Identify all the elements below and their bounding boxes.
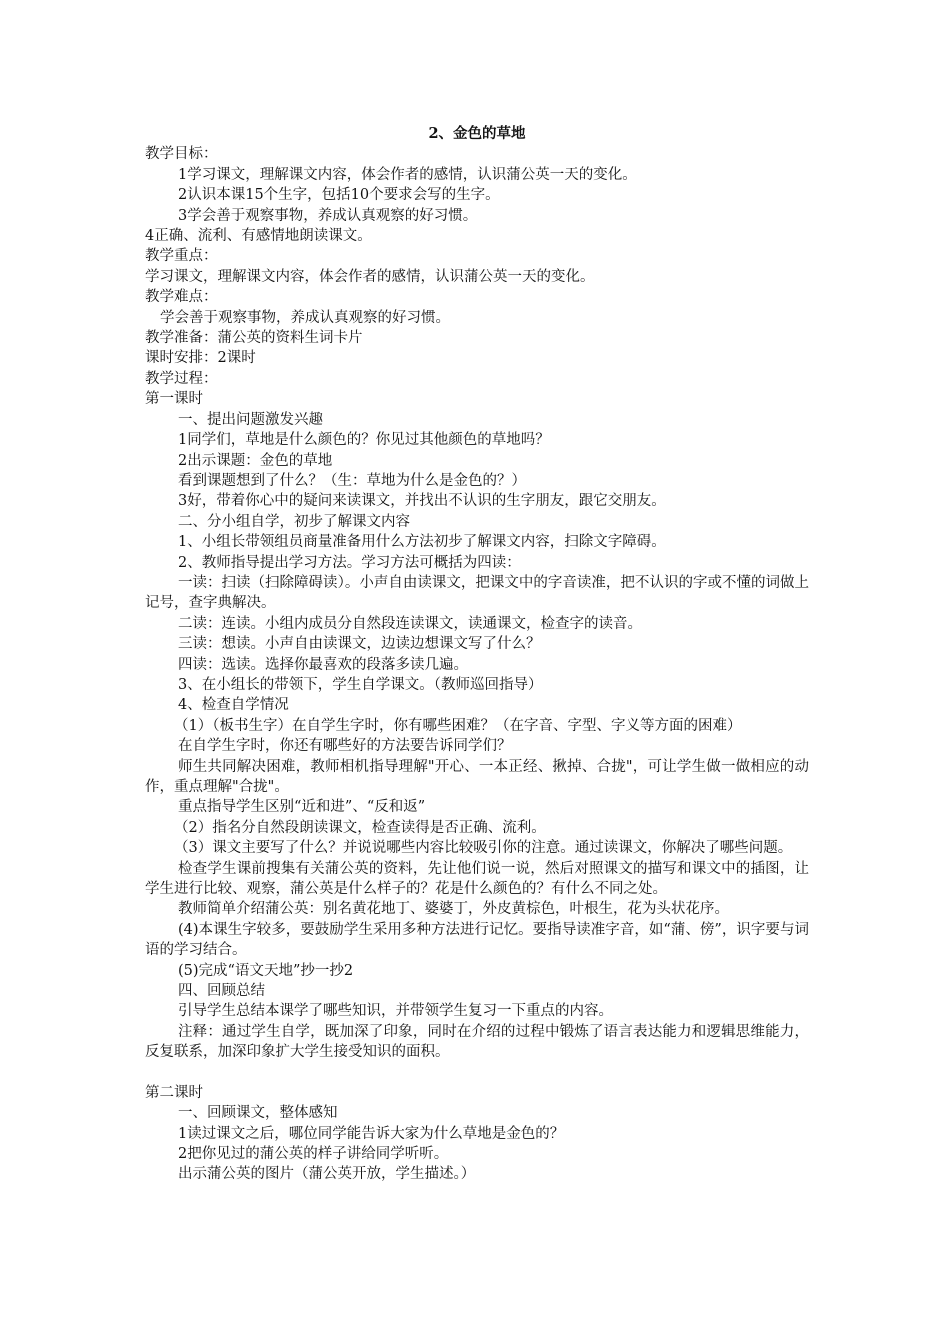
paragraph: 四、回顾总结	[178, 983, 265, 1000]
paragraph: 检查学生课前搜集有关蒲公英的资料，先让他们说一说，然后对照课文的描写和课文中的插图，让学生进行比较、观察，蒲公英是什么样子的？花是什么颜色的？有什么不同之处。	[145, 860, 809, 898]
paragraph: 引导学生总结本课学了哪些知识，并带领学生复习一下重点的内容。	[178, 1003, 613, 1020]
objective-1: 1学习课文，理解课文内容，体会作者的感情，认识蒲公英一天的变化。	[178, 166, 637, 183]
document-page	[145, 124, 809, 1185]
paragraph: 看到课题想到了什么？（生：草地为什么是金色的？）	[178, 472, 526, 489]
paragraph: 一、回顾课文，整体感知	[178, 1105, 338, 1122]
paragraph: 一读：扫读（扫除障碍读）。小声自由读课文，把课文中的字音读准，把不认识的字或不懂的词做上记号，查字典解决。	[145, 574, 809, 612]
paragraph: 四读：选读。选择你最喜欢的段落多读几遍。	[178, 656, 468, 673]
paragraph: 1同学们，草地是什么颜色的？你见过其他颜色的草地吗？	[178, 432, 550, 449]
paragraph: （3）课文主要写了什么？并说说哪些内容比较吸引你的注意。通过读课文，你解决了哪些问题。	[174, 840, 793, 857]
paragraph: 1、小组长带领组员商量准备用什么方法初步了解课文内容，扫除文字障碍。	[178, 534, 666, 551]
paragraph: （2）指名分自然段朗读课文，检查读得是否正确、流利。	[174, 819, 546, 836]
blank-line	[145, 1063, 809, 1083]
paragraph: 出示蒲公英的图片（蒲公英开放，学生描述。）	[178, 1166, 476, 1183]
paragraph: 2、教师指导提出学习方法。学习方法可概括为四读：	[178, 554, 521, 571]
section-heading-process: 教学过程：	[145, 370, 218, 387]
objective-4: 4正确、流利、有感情地朗读课文。	[145, 228, 372, 245]
lesson-1-heading: 第一课时	[145, 391, 203, 408]
paragraph: 在自学生字时，你还有哪些好的方法要告诉同学们？	[178, 738, 512, 755]
paragraph: 3、在小组长的带领下，学生自学课文。（教师巡回指导）	[178, 676, 543, 693]
objective-2: 2认识本课15个生字，包括10个要求会写的生字。	[178, 187, 500, 204]
paragraph: 4、检查自学情况	[178, 697, 289, 714]
difficulty-text: 学会善于观察事物，养成认真观察的好习惯。	[160, 309, 450, 326]
section-heading-difficulty: 教学难点：	[145, 289, 218, 306]
document-title: 2、金色的草地	[428, 125, 526, 142]
section-heading-focus: 教学重点：	[145, 248, 218, 265]
paragraph: (5)完成“语文天地”抄一抄2	[178, 962, 354, 979]
paragraph: 3好，带着你心中的疑问来读课文，并找出不认识的生字朋友，跟它交朋友。	[178, 493, 666, 510]
paragraph: 一、提出问题激发兴趣	[178, 411, 323, 428]
paragraph: 师生共同解决困难，教师相机指导理解"开心、一本正经、揪掉、合拢"，可让学生做一做相应的动作，重点理解"合拢"。	[145, 758, 809, 795]
paragraph: 2出示课题：金色的草地	[178, 452, 333, 469]
paragraph: (4)本课生字较多，要鼓励学生采用多种方法进行记忆。要指导读准字音，如“蒲、傍”，识字要与词语的学习结合。	[145, 921, 809, 959]
paragraph: 三读：想读。小声自由读课文，边读边想课文写了什么？	[178, 636, 541, 653]
section-heading-objectives: 教学目标：	[145, 146, 218, 163]
preparation-text: 教学准备：蒲公英的资料生词卡片	[145, 330, 363, 347]
paragraph: 注释：通过学生自学，既加深了印象，同时在介绍的过程中锻炼了语言表达能力和逻辑思维能力，反复联系，加深印象扩大学生接受知识的面积。	[145, 1023, 809, 1061]
paragraph: 二读：连读。小组内成员分自然段连读课文，读通课文，检查字的读音。	[178, 615, 642, 632]
paragraph: 教师简单介绍蒲公英：别名黄花地丁、婆婆丁，外皮黄棕色，叶根生，花为头状花序。	[178, 901, 729, 918]
focus-text: 学习课文，理解课文内容，体会作者的感情，认识蒲公英一天的变化。	[145, 268, 595, 285]
objective-3: 3学会善于观察事物，养成认真观察的好习惯。	[178, 207, 478, 224]
paragraph: 1读过课文之后，哪位同学能告诉大家为什么草地是金色的？	[178, 1125, 565, 1142]
schedule-text: 课时安排：2课时	[145, 350, 256, 367]
paragraph: （1）（板书生字）在自学生字时，你有哪些困难？（在字音、字型、字义等方面的困难）	[174, 717, 742, 734]
paragraph: 二、分小组自学，初步了解课文内容	[178, 513, 410, 530]
paragraph: 2把你见过的蒲公英的样子讲给同学听听。	[178, 1145, 449, 1162]
paragraph: 重点指导学生区别“近和进”、“反和返”	[178, 799, 426, 816]
lesson-2-heading: 第二课时	[145, 1084, 203, 1101]
